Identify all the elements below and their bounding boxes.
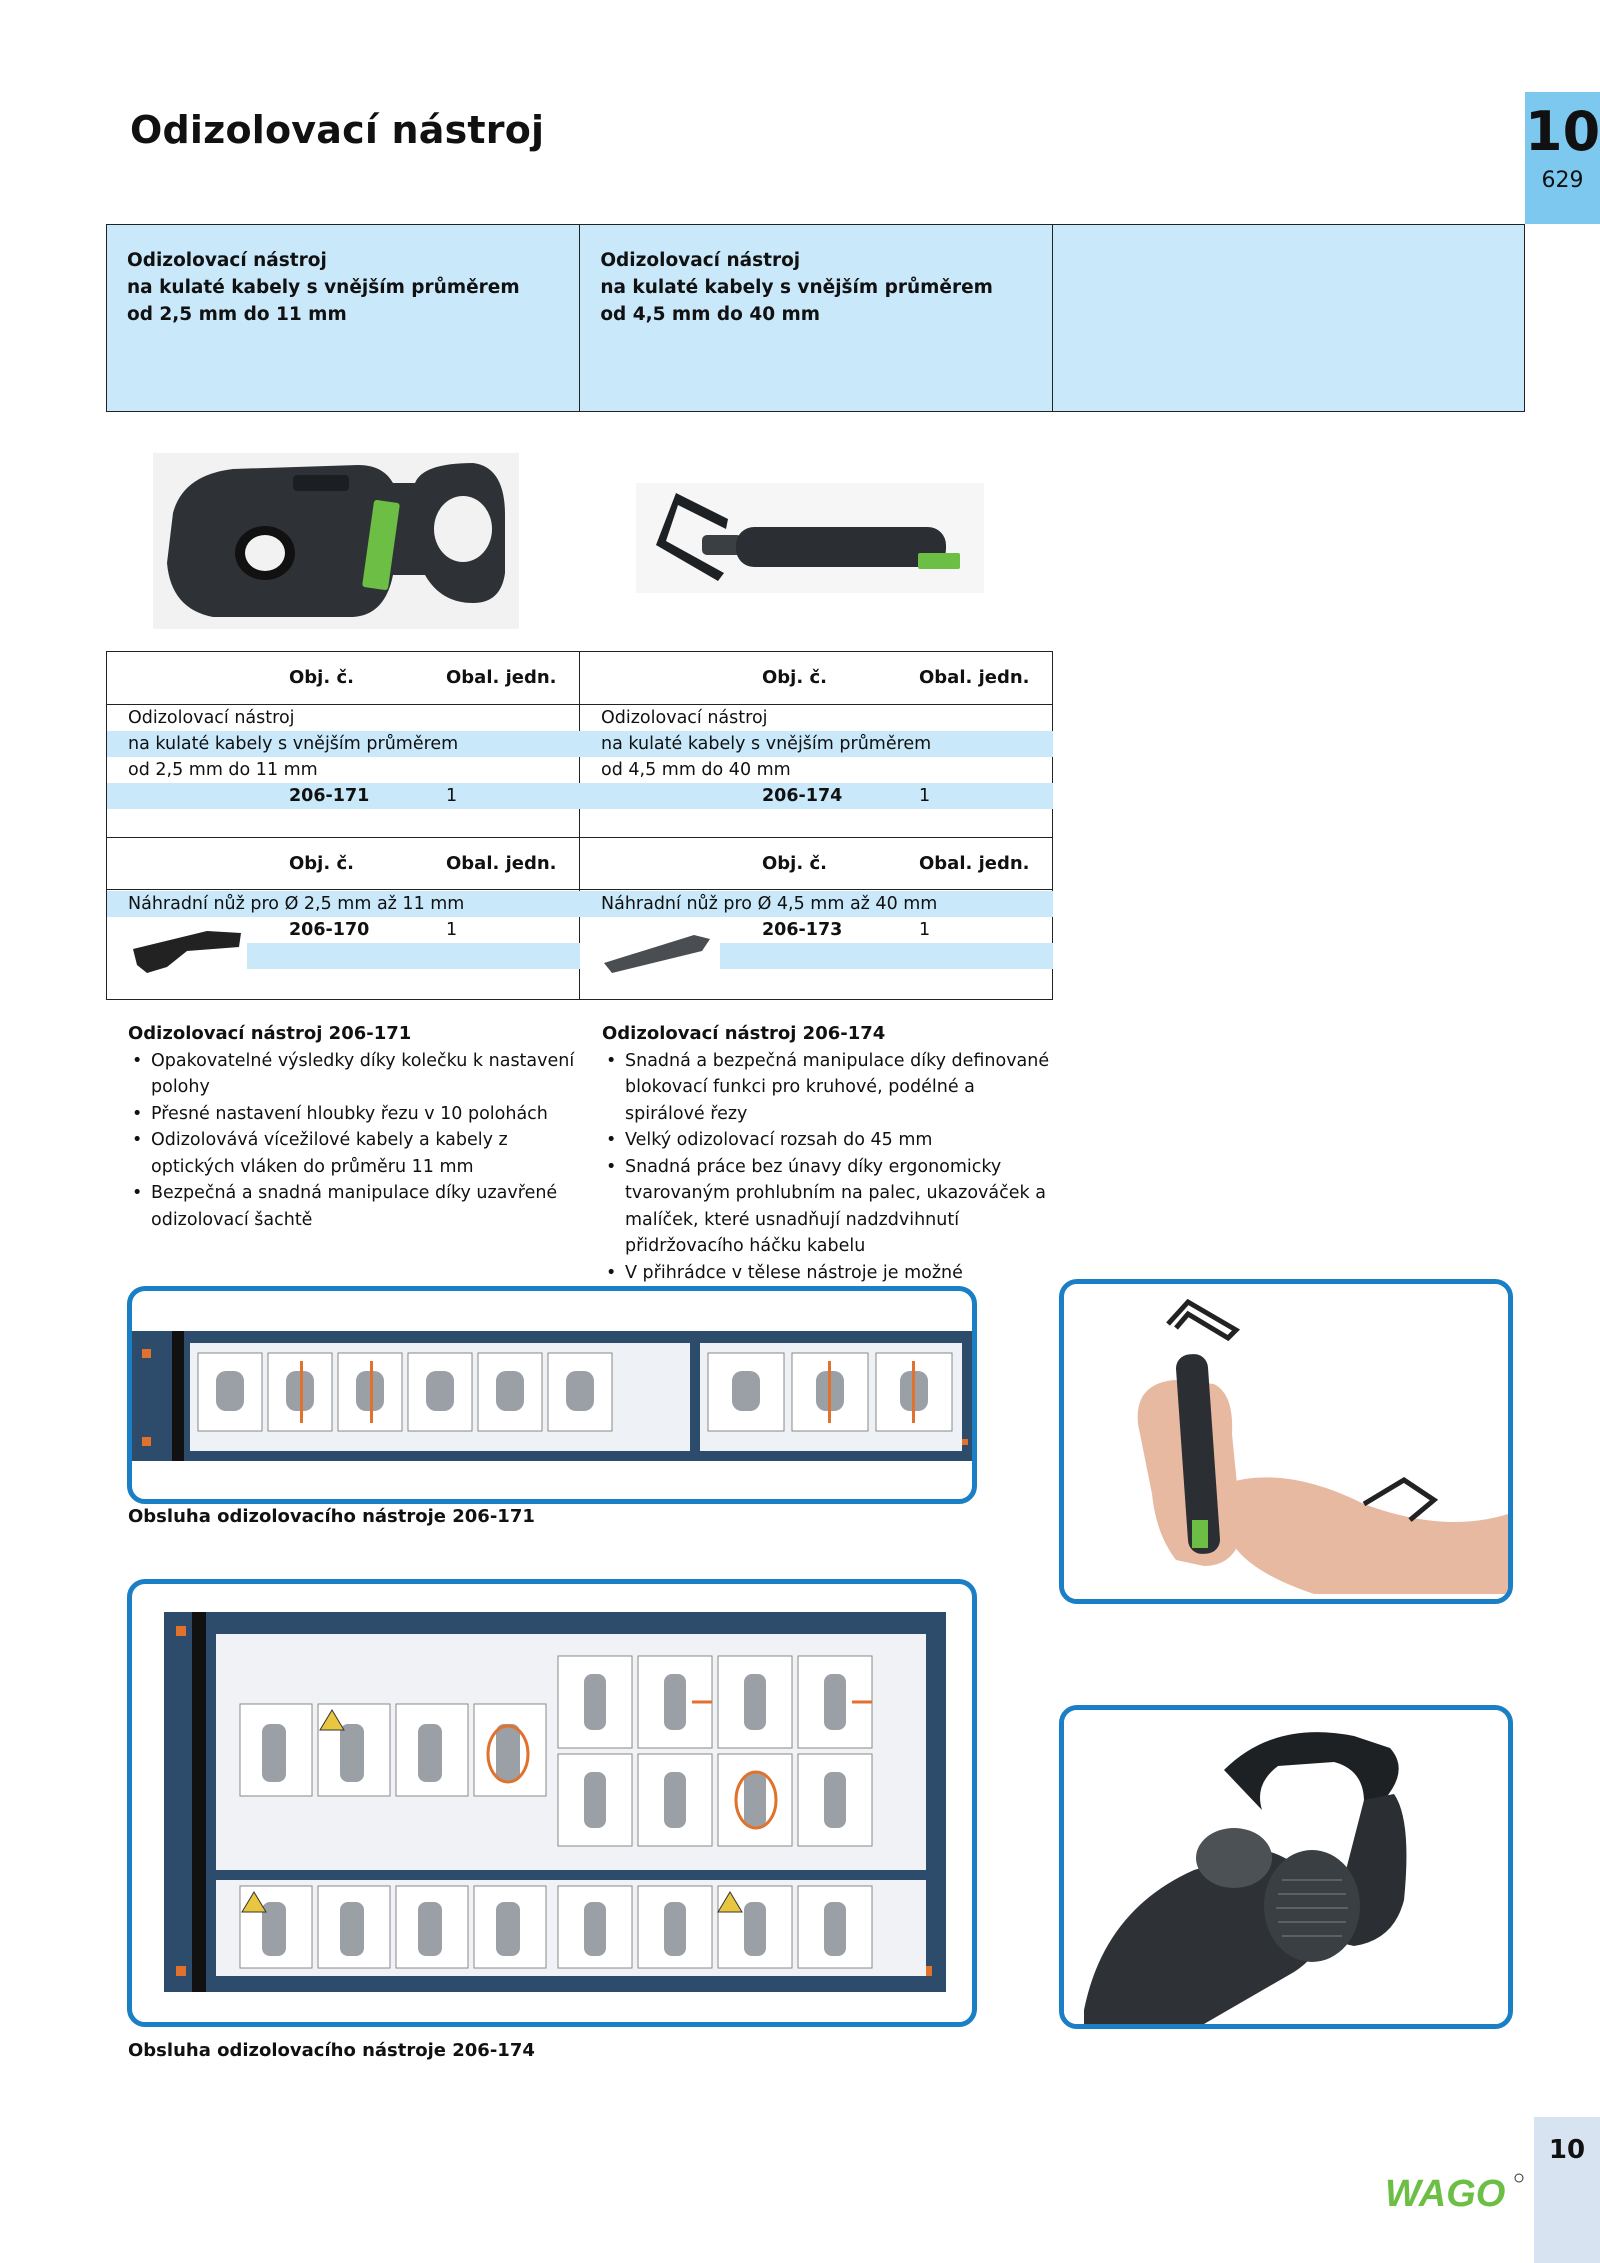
header-obj: Obj. č.	[762, 853, 827, 874]
header-line: na kulaté kabely s vnějším průměrem	[600, 277, 993, 298]
spare-desc: Náhradní nůž pro Ø 4,5 mm až 40 mm	[580, 891, 1053, 917]
header-qty: Obal. jedn.	[919, 667, 1030, 688]
header-obj: Obj. č.	[289, 667, 354, 688]
spare-number: 206-170	[289, 920, 370, 940]
header-qty: Obal. jedn.	[919, 853, 1030, 874]
wago-logo	[1385, 2172, 1525, 2218]
spare-blank-row	[247, 943, 580, 969]
header-cell-206-171	[107, 225, 580, 411]
features-list	[602, 1048, 1057, 1313]
spare-blade-photo-206-173	[598, 927, 716, 977]
instruction-frame-206-171	[127, 1286, 977, 1504]
header-line: Odizolovací nástroj	[600, 250, 801, 271]
order-item-row	[107, 783, 580, 809]
header-line: Odizolovací nástroj	[127, 250, 327, 271]
order-header-row	[580, 837, 1053, 890]
spare-desc: Náhradní nůž pro Ø 2,5 mm až 11 mm	[107, 891, 580, 917]
feature-item: • Bezpečná a snadná manipulace díky uzavřené odizolovací šachtě	[128, 1180, 588, 1233]
order-desc-line: Odizolovací nástroj	[128, 708, 295, 728]
spare-blank-row	[720, 943, 1053, 969]
footer-chapter-tab	[1534, 2117, 1600, 2263]
order-desc-line: na kulaté kabely s vnějším průměrem	[580, 731, 1053, 757]
feature-item: • Přesné nastavení hloubky řezu v 10 polohách	[128, 1101, 588, 1128]
features-title: Odizolovací nástroj 206-174	[602, 1023, 886, 1044]
header-line: od 2,5 mm do 11 mm	[127, 304, 347, 325]
header-obj: Obj. č.	[762, 667, 827, 688]
header-line: od 4,5 mm do 40 mm	[600, 304, 821, 325]
features-title: Odizolovací nástroj 206-171	[128, 1023, 412, 1044]
feature-item: • Odizolovává vícežilové kabely a kabely z optických vláken do průměru 11 mm	[128, 1127, 588, 1180]
brand-text: WAGO	[1385, 2173, 1506, 2214]
item-number: 206-174	[762, 786, 843, 806]
order-desc-line: Odizolovací nástroj	[601, 708, 768, 728]
order-desc-line: od 2,5 mm do 11 mm	[128, 760, 318, 780]
order-desc-line: na kulaté kabely s vnějším průměrem	[107, 731, 580, 757]
header-line: na kulaté kabely s vnějším průměrem	[127, 277, 520, 298]
order-table	[106, 651, 1053, 1000]
features-206-174	[602, 1021, 1057, 1313]
order-header-row	[580, 652, 1053, 705]
order-item-row	[580, 783, 1053, 809]
spare-qty: 1	[919, 920, 931, 940]
product-photo-206-171	[153, 453, 519, 629]
features-206-171	[128, 1021, 588, 1233]
chapter-number: 10	[1525, 100, 1600, 163]
order-col-206-174	[580, 652, 1053, 999]
footer-chapter-number: 10	[1548, 2135, 1586, 2165]
item-qty: 1	[446, 786, 458, 806]
instruction-frame-206-174	[127, 1579, 977, 2027]
order-col-206-171	[107, 652, 580, 999]
caption-206-171: Obsluha odizolovacího nástroje 206-171	[128, 1506, 535, 1527]
header-qty: Obal. jedn.	[446, 667, 557, 688]
feature-item: • Snadná a bezpečná manipulace díky definované blokovací funkci pro kruhové, podélné a spirálové řezy	[602, 1048, 1057, 1128]
spare-number: 206-173	[762, 920, 843, 940]
caption-206-174: Obsluha odizolovacího nástroje 206-174	[128, 2040, 535, 2061]
order-header-row	[107, 837, 580, 890]
feature-item: • Velký odizolovací rozsah do 45 mm	[602, 1127, 1057, 1154]
header-cell-empty	[1053, 225, 1524, 411]
features-list	[128, 1048, 588, 1234]
photo-frame-tool-closeup	[1059, 1705, 1513, 2029]
spare-qty: 1	[446, 920, 458, 940]
header-obj: Obj. č.	[289, 853, 354, 874]
product-photo-206-174	[636, 483, 984, 593]
item-number: 206-171	[289, 786, 370, 806]
chapter-tab	[1525, 92, 1600, 224]
feature-item: • Snadná práce bez únavy díky ergonomicky tvarovaným prohlubním na palec, ukazováček a malíček, které usnadňují nadzdvihnutí přidržovacího háčku kabelu	[602, 1154, 1057, 1260]
header-table	[106, 224, 1525, 412]
spare-blade-photo-206-170	[127, 927, 245, 977]
page-number: 629	[1541, 168, 1584, 193]
feature-item: • Opakovatelné výsledky díky kolečku k nastavení polohy	[128, 1048, 588, 1101]
feature-item: • V přihrádce v tělese nástroje je možné	[602, 1260, 1057, 1313]
order-desc-line: od 4,5 mm do 40 mm	[601, 760, 791, 780]
header-qty: Obal. jedn.	[446, 853, 557, 874]
page-title: Odizolovací nástroj	[130, 108, 545, 152]
item-qty: 1	[919, 786, 931, 806]
header-cell-206-174	[580, 225, 1052, 411]
photo-frame-hand-tool	[1059, 1279, 1513, 1604]
order-header-row	[107, 652, 580, 705]
